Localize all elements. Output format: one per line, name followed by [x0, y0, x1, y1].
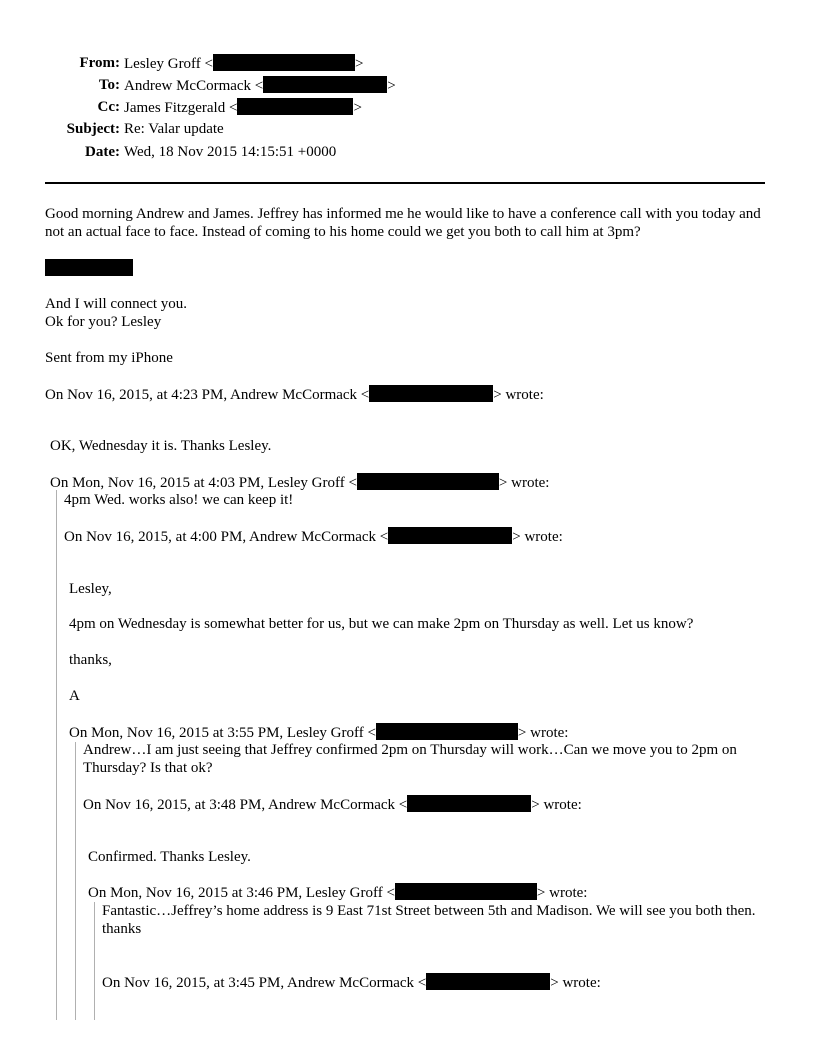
sent-from: Sent from my iPhone — [45, 350, 173, 366]
attribution-text: On Nov 16, 2015, at 3:48 PM, Andrew McCormack < — [83, 797, 408, 813]
attribution-suffix: > wrote: — [531, 797, 582, 813]
message-greeting: Lesley, — [69, 581, 112, 597]
message-text: OK, Wednesday it is. Thanks Lesley. — [50, 438, 272, 454]
angle-open: < — [254, 78, 264, 94]
connect-line: And I will connect you. — [45, 296, 188, 312]
quote-attribution — [102, 973, 601, 992]
redaction-bar — [388, 527, 512, 544]
redaction-bar — [237, 98, 353, 115]
message-text: Andrew…I am just seeing that Jeffrey confirmed 2pm on Thursday will work…Can we move you to 2pm on Thursday? Is that ok? — [83, 742, 737, 776]
date-value: Wed, 18 Nov 2015 14:15:51 +0000 — [124, 144, 337, 160]
attribution-text: On Nov 16, 2015, at 4:23 PM, Andrew McCormack < — [45, 387, 370, 403]
to-value — [124, 76, 396, 95]
quote-bar — [75, 742, 76, 1020]
subject-value: Re: Valar update — [124, 121, 224, 137]
subject-label: Subject: — [66, 121, 120, 137]
redaction-bar — [426, 973, 550, 990]
quote-attribution — [83, 795, 582, 814]
angle-open: < — [204, 56, 213, 72]
message-thanks: thanks, — [69, 652, 112, 668]
redaction-bar — [369, 385, 493, 402]
attribution-suffix: > wrote: — [493, 387, 544, 403]
quote-attribution — [88, 883, 587, 902]
angle-open: < — [228, 100, 238, 116]
redaction-bar — [263, 76, 387, 93]
attribution-suffix: > wrote: — [550, 975, 601, 991]
ok-line: Ok for you? Lesley — [45, 314, 162, 330]
attribution-text: On Nov 16, 2015, at 3:45 PM, Andrew McCormack < — [102, 975, 427, 991]
message-text: 4pm on Wednesday is somewhat better for us, but we can make 2pm on Thursday as well. Let us know? — [69, 616, 694, 632]
attribution-suffix: > wrote: — [536, 885, 588, 901]
redacted-phone — [45, 259, 133, 278]
attribution-text: On Nov 16, 2015, at 4:00 PM, Andrew McCormack < — [64, 529, 389, 545]
attribution-text: On Mon, Nov 16, 2015 at 3:46 PM, Lesley Groff < — [88, 885, 395, 901]
redaction-bar — [395, 883, 537, 900]
cc-name: James Fitzgerald — [124, 100, 226, 116]
quote-attribution — [64, 527, 563, 546]
angle-close: > — [355, 56, 364, 72]
message-text: Fantastic…Jeffrey’s home address is 9 East 71st Street between 5th and Madison. We will see you both then. thanks — [102, 903, 756, 937]
redaction-bar — [407, 795, 531, 812]
message-signature: A — [69, 688, 80, 704]
cc-value — [124, 98, 362, 117]
redaction-bar — [376, 723, 518, 740]
from-value — [124, 54, 363, 73]
attribution-text: On Mon, Nov 16, 2015 at 4:03 PM, Lesley Groff < — [50, 475, 357, 491]
from-name: Lesley Groff — [124, 56, 201, 72]
quote-attribution — [45, 385, 544, 404]
angle-close: > — [353, 100, 362, 116]
redaction-bar — [213, 54, 355, 71]
body-paragraph: Good morning Andrew and James. Jeffrey has informed me he would like to have a conference call with you today and not an actual face to face. Instead of coming to his home could we get you both to call him at 3pm? — [45, 206, 761, 240]
from-label: From: — [79, 55, 120, 71]
cc-label: Cc: — [97, 99, 120, 115]
quote-bar — [94, 902, 95, 1020]
to-label: To: — [98, 77, 120, 93]
message-text: 4pm Wed. works also! we can keep it! — [64, 492, 294, 508]
angle-close: > — [387, 78, 396, 94]
message-text: Confirmed. Thanks Lesley. — [88, 849, 251, 865]
redaction-bar — [357, 473, 499, 490]
date-label: Date: — [85, 144, 120, 160]
redaction-bar — [45, 259, 133, 276]
quote-attribution — [50, 473, 549, 492]
quote-attribution — [69, 723, 568, 742]
attribution-text: On Mon, Nov 16, 2015 at 3:55 PM, Lesley Groff < — [69, 725, 376, 741]
attribution-suffix: > wrote: — [517, 725, 569, 741]
header-divider — [45, 182, 765, 184]
attribution-suffix: > wrote: — [498, 475, 550, 491]
to-name: Andrew McCormack — [124, 78, 252, 94]
attribution-suffix: > wrote: — [512, 529, 563, 545]
quote-bar — [56, 490, 57, 1020]
